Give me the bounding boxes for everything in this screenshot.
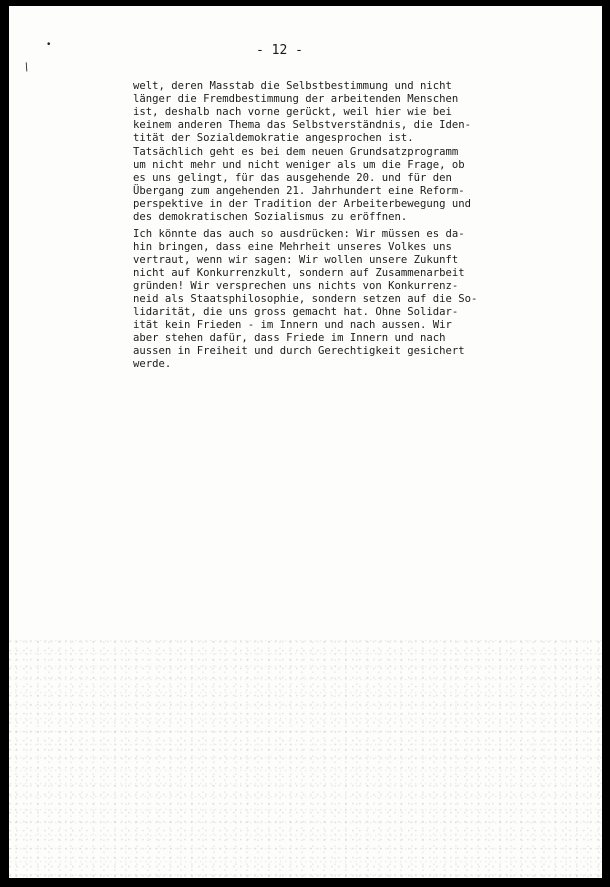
text-line: keinem anderen Thema das Selbstverständnis, die Iden- [133,119,472,131]
text-line: welt, deren Masstab die Selbstbestimmung und nicht [133,80,452,92]
text-line: gründen! Wir versprechen uns nichts von Konkurrenz- [133,280,459,292]
text-line: aber stehen dafür, dass Friede im Innern und nach [133,332,446,344]
text-line: hin bringen, dass eine Mehrheit unseres Volkes uns [133,241,452,253]
scan-noise [9,638,602,878]
text-line: vertraut, wenn wir sagen: Wir wollen unsere Zukunft [133,254,459,266]
text-line: um nicht mehr und nicht weniger als um die Frage, ob [133,159,465,171]
text-line: lidarität, die uns gross gemacht hat. Ohne Solidar- [133,306,459,318]
text-line: Tatsächlich geht es bei dem neuen Grundsatzprogramm [133,146,459,158]
text-line: werde. [133,358,172,370]
text-line: neid als Staatsphilosophie, sondern setzen auf die So- [133,293,478,305]
page-number: - 12 - [256,43,303,58]
text-line: Ich könnte das auch so ausdrücken: Wir müssen es da- [133,228,465,240]
text-line: tität der Sozialdemokratie angesprochen ist. [133,132,414,144]
text-line: perspektive in der Tradition der Arbeiterbewegung und [133,198,472,210]
paragraph-3 [133,228,477,371]
text-line: es uns gelingt, für das ausgehende 20. und für den [133,172,452,184]
text-line: nicht auf Konkurrenzkult, sondern auf Zusammenarbeit [133,267,465,279]
text-line: länger die Fremdbestimmung der arbeitenden Menschen [133,93,459,105]
paragraph-2 [133,146,471,224]
text-line: ität kein Frieden - im Innern und nach aussen. Wir [133,319,452,331]
text-line: des demokratischen Sozialismus zu eröffnen. [133,211,408,223]
margin-tick: / [21,61,33,74]
text-line: aussen in Freiheit und durch Gerechtigkeit gesichert [133,345,465,357]
margin-dot: • [46,40,52,50]
paragraph-1 [133,80,471,145]
text-line: Übergang zum angehenden 21. Jahrhundert eine Reform- [133,185,465,197]
text-line: ist, deshalb nach vorne gerückt, weil hier wie bei [133,106,452,118]
